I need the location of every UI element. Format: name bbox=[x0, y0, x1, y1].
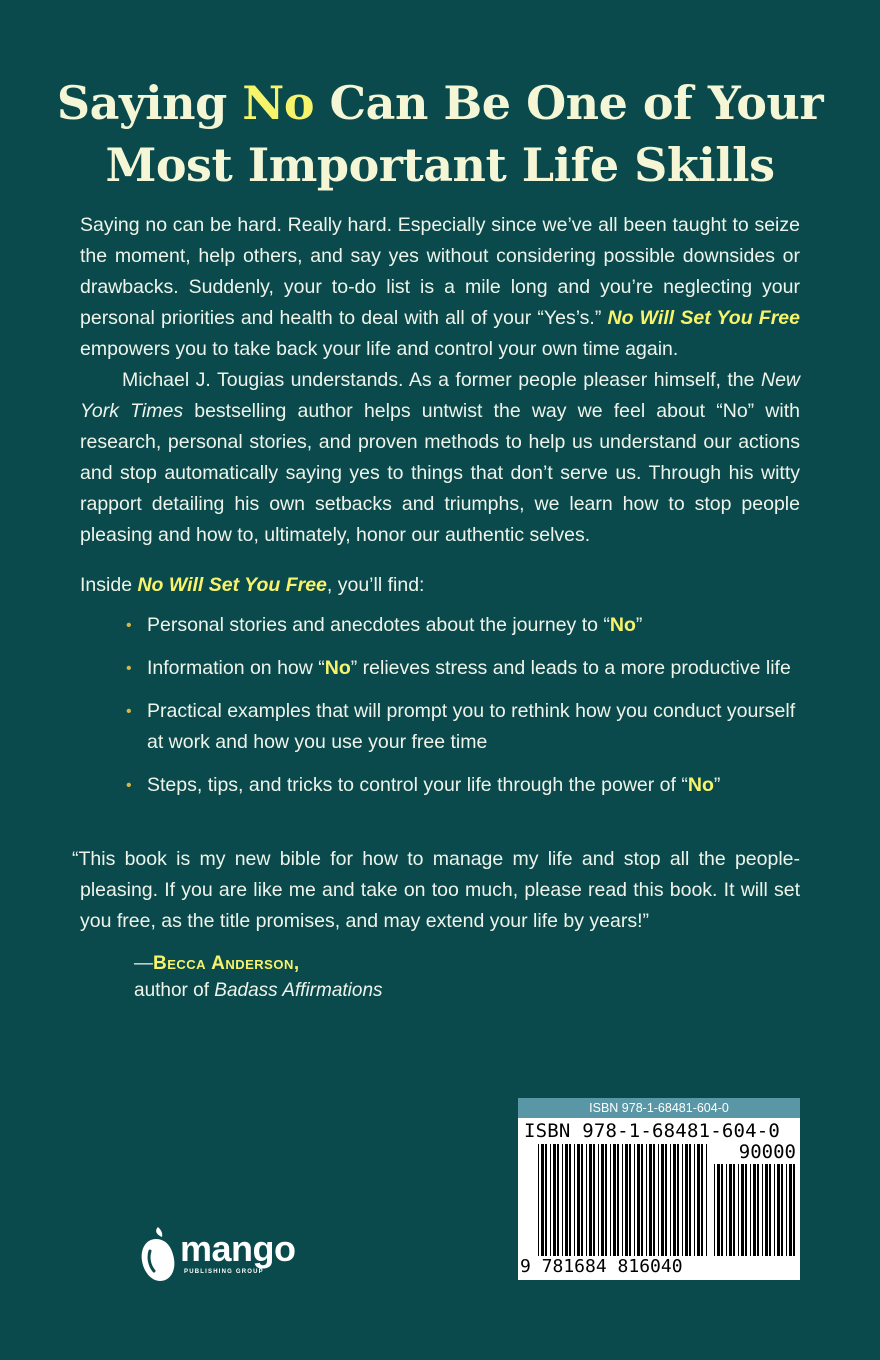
barcode-bar bbox=[769, 1164, 771, 1256]
publication-name: New York Times bbox=[80, 369, 800, 422]
barcode-bar bbox=[557, 1144, 559, 1256]
endorsement-quote: “This book is my new bible for how to manage my life and stop all the people-pleasing. If you are like me and take on too much, please read this book. It will set you free, as the title promises, and may extend your life by years!” bbox=[72, 848, 800, 932]
barcode-bar bbox=[625, 1144, 628, 1256]
barcode-bar bbox=[613, 1144, 616, 1256]
headline bbox=[0, 72, 880, 196]
description-paragraph-2: Michael J. Tougias understands. As a former people pleaser himself, the New York Times bestselling author helps untwist the way we feel about “No” with research, personal stories, and proven methods to help us understand our actions and stop automatically saying yes to things that don’t serve us. Through his witty rapport detailing his own setbacks and triumphs, we learn how to stop people pleasing and how to, ultimately, honor our authentic selves. bbox=[80, 369, 800, 546]
inside-intro: Inside No Will Set You Free, you’ll find: bbox=[80, 574, 425, 596]
barcode-bar bbox=[610, 1144, 611, 1256]
barcode-bar bbox=[793, 1164, 795, 1256]
barcode-bar bbox=[762, 1164, 763, 1256]
barcode-bar bbox=[757, 1164, 759, 1256]
barcode-bar bbox=[673, 1144, 676, 1256]
barcode-bar bbox=[753, 1164, 756, 1256]
barcode-bar bbox=[593, 1144, 595, 1256]
barcode-bar bbox=[786, 1164, 787, 1256]
barcode-bar bbox=[565, 1144, 568, 1256]
barcode-bar bbox=[550, 1144, 551, 1256]
barcode-bar bbox=[685, 1144, 688, 1256]
list-item: • Practical examples that will prompt you to rethink how you conduct yourself at work and how you use your free time bbox=[122, 696, 802, 758]
isbn-barcode bbox=[518, 1098, 800, 1280]
barcode-bar bbox=[553, 1144, 556, 1256]
list-item: • Steps, tips, and tricks to control your life through the power of “No” bbox=[122, 770, 802, 801]
barcode-bar bbox=[601, 1144, 604, 1256]
bullet-icon: • bbox=[126, 703, 132, 720]
bullet-icon: • bbox=[126, 617, 132, 634]
headline-line-1: Saying No Can Be One of Your bbox=[56, 76, 824, 130]
feature-list bbox=[122, 610, 802, 813]
barcode-bar bbox=[617, 1144, 619, 1256]
barcode-bar bbox=[714, 1164, 715, 1256]
barcode-bar bbox=[677, 1144, 679, 1256]
barcode-bar bbox=[789, 1164, 792, 1256]
addon-barcode bbox=[714, 1164, 796, 1256]
barcode-bar bbox=[574, 1144, 575, 1256]
ean-digits: 9 781684 816040 bbox=[520, 1256, 683, 1277]
barcode-bar bbox=[653, 1144, 655, 1256]
barcode-bar bbox=[589, 1144, 592, 1256]
barcode-bar bbox=[581, 1144, 583, 1256]
book-title: No Will Set You Free bbox=[607, 307, 800, 329]
barcode-bar bbox=[605, 1144, 607, 1256]
barcode-bar bbox=[541, 1144, 544, 1256]
headline-line-2: Most Important Life Skills bbox=[105, 138, 775, 192]
barcode-bar bbox=[562, 1144, 563, 1256]
barcode-bar bbox=[661, 1144, 664, 1256]
publisher-subtitle: PUBLISHING GROUP bbox=[184, 1269, 264, 1275]
endorser-name: Becca Anderson, bbox=[153, 953, 300, 974]
barcode-bar bbox=[781, 1164, 783, 1256]
bullet-icon: • bbox=[126, 660, 132, 677]
endorser-role: author of Badass Affirmations bbox=[134, 980, 383, 1001]
barcode-bar bbox=[733, 1164, 735, 1256]
barcode-bar bbox=[729, 1164, 732, 1256]
list-item: • Information on how “No” relieves stress and leads to a more productive life bbox=[122, 653, 802, 684]
bullet-icon: • bbox=[126, 777, 132, 794]
description bbox=[80, 210, 800, 551]
barcode-bar bbox=[717, 1164, 720, 1256]
barcode-bar bbox=[777, 1164, 780, 1256]
barcode-bar bbox=[706, 1144, 707, 1256]
mango-icon bbox=[138, 1225, 178, 1283]
endorser-name-line: —Becca Anderson, bbox=[134, 953, 300, 974]
barcode-bar bbox=[577, 1144, 580, 1256]
barcode-bar bbox=[741, 1164, 744, 1256]
barcode-bar bbox=[665, 1144, 667, 1256]
barcode-bar bbox=[646, 1144, 647, 1256]
barcode-bar bbox=[697, 1144, 700, 1256]
barcode-bar bbox=[726, 1164, 727, 1256]
barcode-bar bbox=[649, 1144, 652, 1256]
barcode-bar bbox=[738, 1164, 739, 1256]
barcode-bar bbox=[545, 1144, 547, 1256]
barcode-bar bbox=[641, 1144, 643, 1256]
barcode-bar bbox=[682, 1144, 683, 1256]
barcode-bar bbox=[598, 1144, 599, 1256]
barcode-bar bbox=[586, 1144, 587, 1256]
barcode-bar bbox=[694, 1144, 695, 1256]
book-title: No Will Set You Free bbox=[137, 574, 327, 596]
barcode-bar bbox=[658, 1144, 659, 1256]
barcode-bar bbox=[765, 1164, 768, 1256]
isbn-text: ISBN 978-1-68481-604-0 bbox=[524, 1120, 781, 1142]
barcode-bar bbox=[629, 1144, 631, 1256]
barcode-bar bbox=[701, 1144, 703, 1256]
price-code: 90000 bbox=[738, 1141, 796, 1163]
barcode-bar bbox=[750, 1164, 751, 1256]
isbn-label: ISBN 978-1-68481-604-0 bbox=[518, 1098, 800, 1118]
publisher-logo bbox=[138, 1225, 308, 1285]
endorsement-attribution bbox=[134, 950, 634, 1004]
description-paragraph-1: Saying no can be hard. Really hard. Especially since we’ve all been taught to seize the moment, help others, and say yes without considering possible downsides or drawbacks. Suddenly, your to-do list is a mile long and you’re neglecting your personal priorities and health to deal with all of your “Yes’s.” No Will Set You Free empowers you to take back your life and control your own time again. bbox=[80, 214, 800, 360]
barcode-bar bbox=[774, 1164, 775, 1256]
endorser-book: Badass Affirmations bbox=[214, 980, 383, 1001]
barcode-bar bbox=[622, 1144, 623, 1256]
barcode-bar bbox=[538, 1144, 539, 1256]
barcode-bar bbox=[670, 1144, 671, 1256]
barcode-bar bbox=[745, 1164, 747, 1256]
barcode-bar bbox=[569, 1144, 571, 1256]
barcode-bar bbox=[634, 1144, 635, 1256]
list-item: • Personal stories and anecdotes about the journey to “No” bbox=[122, 610, 802, 641]
barcode-bar bbox=[637, 1144, 640, 1256]
publisher-name: mango bbox=[180, 1228, 296, 1269]
ean-barcode bbox=[538, 1144, 710, 1256]
barcode-bar bbox=[721, 1164, 723, 1256]
barcode-bar bbox=[689, 1144, 691, 1256]
headline-no: No bbox=[242, 76, 315, 130]
